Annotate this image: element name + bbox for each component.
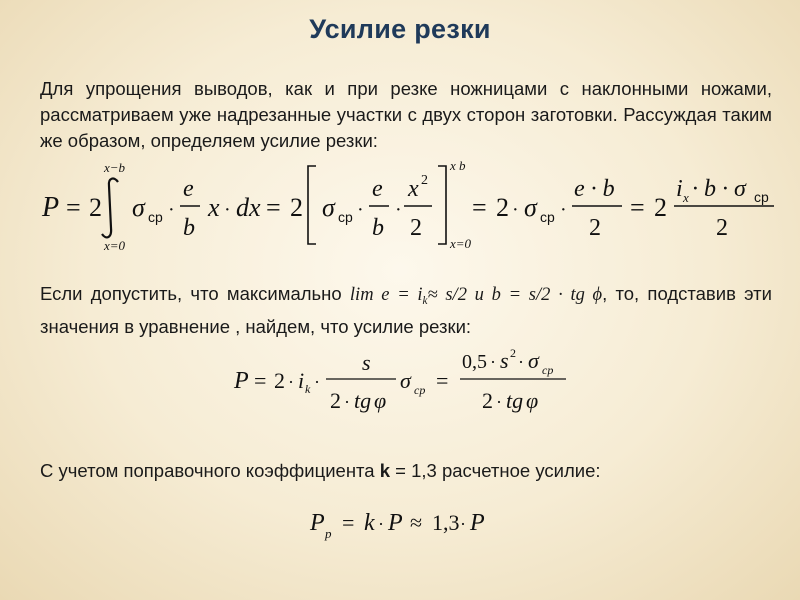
eq2-eq2: = — [436, 368, 449, 393]
eq3-dot2: · — [460, 514, 466, 534]
eq1-x2: x — [408, 176, 419, 202]
eq1-two-den3: 2 — [716, 215, 728, 241]
eq3-value: 1,3 — [432, 510, 460, 535]
eq1-sub-cp3: ср — [540, 209, 555, 225]
eq1-upper-limit: x−b — [104, 160, 126, 175]
eq2-phi: φ — [374, 388, 387, 413]
equation-integral — [40, 158, 780, 252]
equation-force — [232, 344, 582, 418]
p2-tail: , то, подставив эти значения в уравнение , найдем, что усилие резки: — [40, 283, 772, 337]
eq1-x: x — [208, 193, 220, 222]
eq2-two-den2: 2 — [482, 388, 493, 413]
p3-k-value: = 1,3 — [390, 460, 437, 481]
eq1-sigma3: σ — [524, 193, 537, 222]
eq3-approx: ≈ — [410, 510, 423, 535]
eq1-two1: 2 — [89, 193, 102, 222]
eq3-k: k — [364, 510, 375, 536]
left-bracket — [308, 166, 316, 244]
p2-cond-rest: ≈ s/2 и b = s/2 · tg ϕ — [427, 285, 603, 305]
eq1-dot1: · — [168, 199, 175, 221]
paragraph-intro: Для упрощения выводов, как и при резке ножницами с наклонными ножами, рассматриваем уже надрезанные участки с двух сторон заготовки. Рассуждая таким же образом, определяем усилие резки: — [40, 78, 772, 151]
eq2-tg: tg — [354, 388, 372, 413]
eq2-sigma2: σ — [528, 348, 539, 373]
equation-design-force — [308, 500, 518, 546]
eq2-dot3: · — [344, 392, 350, 412]
eq1-two3: 2 — [496, 193, 509, 222]
eq1-b-den2: b — [372, 215, 384, 241]
eq1-dot4: · — [395, 199, 402, 221]
eq1-eq4: = — [630, 193, 645, 222]
eq1-sub-cp4: ср — [754, 189, 769, 205]
eq2-dot1: · — [288, 372, 294, 392]
eq1-two-den2: 2 — [589, 215, 601, 241]
eq2-tg2: tg — [506, 388, 524, 413]
eq1-e-num: e — [183, 176, 194, 202]
eq1-ix-num: · b · σ — [692, 176, 746, 202]
eq2-sigma: σ — [400, 368, 411, 393]
eq1-dot2: · — [224, 199, 231, 221]
eq1-sigma1: σ — [132, 193, 145, 222]
eq2-two1: 2 — [274, 368, 285, 393]
eq1-dot3: · — [357, 199, 364, 221]
p3-k-var: k — [379, 460, 391, 481]
p2-lead: Если допустить, что максимально — [40, 283, 350, 304]
eq1-two4: 2 — [654, 193, 667, 222]
eq1-e-num2: e — [372, 176, 383, 202]
slide-title: Усилие резки — [309, 14, 491, 44]
eq1-lower-limit: x=0 — [104, 238, 126, 252]
eq1-sub-cp1: ср — [148, 209, 163, 225]
integral-sign — [102, 179, 118, 238]
eq2-dot2: · — [314, 372, 320, 392]
eq2-dot6: · — [496, 392, 502, 412]
eq1-two-den: 2 — [410, 215, 422, 241]
eq3-P2: P — [388, 510, 403, 536]
paragraph-correction — [40, 458, 772, 484]
eq2-dot4: · — [490, 352, 496, 372]
eq2-dot5: · — [518, 352, 524, 372]
eq1-exp2: 2 — [421, 173, 428, 188]
eq1-eq3: = — [472, 193, 487, 222]
eq3-eq: = — [342, 510, 355, 535]
eq2-i: i — [298, 368, 305, 393]
eq1-dot6: · — [560, 199, 567, 221]
eq2-s: s — [362, 350, 371, 375]
paragraph-substitution — [40, 281, 772, 340]
eq2-two-den: 2 — [330, 388, 341, 413]
eq1-eq1: = — [66, 193, 81, 222]
eq1-eb: e · b — [574, 176, 615, 202]
eq1-P: P — [42, 192, 60, 223]
eq3-sub: р — [325, 526, 332, 541]
eq3-dot1: · — [378, 514, 384, 534]
eq3-P3: P — [470, 510, 485, 536]
eq3-P: P — [310, 510, 325, 536]
eq2-sub-cp: ср — [414, 383, 426, 397]
eq1-bar-upper: x b — [450, 158, 466, 173]
eq2-s2: s — [500, 348, 509, 373]
eq2-eq1: = — [254, 368, 267, 393]
eq1-sub-cp2: ср — [338, 209, 353, 225]
eq1-eq2: = — [266, 193, 281, 222]
eq1-bar-lower: x=0 — [450, 236, 472, 251]
right-bracket — [438, 166, 446, 244]
eq1-ix-sub: x — [683, 190, 689, 205]
eq2-sub-cp2: ср — [542, 363, 554, 377]
p3-lead: С учетом поправочного коэффициента — [40, 460, 380, 481]
p2-cond-k: k — [422, 294, 428, 307]
eq1-sigma2: σ — [322, 193, 335, 222]
p3-tail: расчетное усилие: — [436, 460, 601, 481]
eq1-ix: i — [676, 176, 683, 202]
eq2-i-sub: k — [305, 382, 311, 396]
eq2-coef: 0,5 — [462, 351, 487, 373]
eq1-dot5: · — [512, 199, 519, 221]
eq2-phi2: φ — [526, 388, 539, 413]
eq2-P: P — [234, 368, 249, 394]
eq1-b-den: b — [183, 215, 195, 241]
p2-cond-lim: lim e = i — [349, 285, 423, 305]
eq1-two2: 2 — [290, 193, 303, 222]
eq2-exp2: 2 — [510, 346, 516, 360]
eq1-dx: dx — [236, 193, 261, 222]
